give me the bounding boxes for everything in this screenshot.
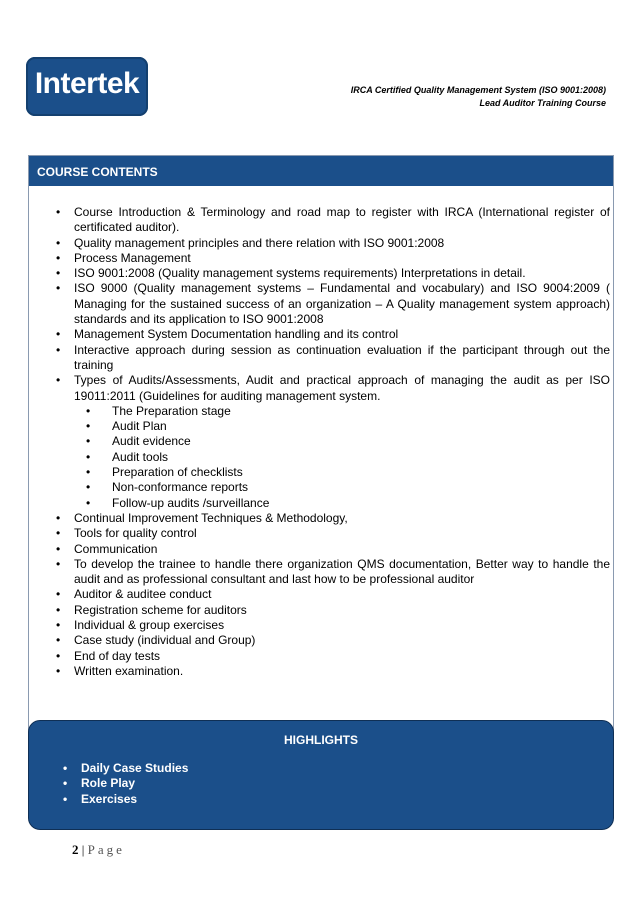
footer-separator: | [81, 842, 85, 857]
sub-list-item: • Audit tools [74, 450, 610, 465]
list-item-audits [46, 373, 610, 511]
highlight-item: • Exercises [63, 792, 188, 807]
list-item: • Communication [46, 542, 610, 557]
list-item: • Quality management principles and there relation with ISO 9001:2008 [46, 236, 610, 251]
highlight-item: • Role Play [63, 776, 188, 791]
list-item: • Interactive approach during session as continuation evaluation if the participant through out the training [46, 343, 610, 374]
sub-list-item: • Audit Plan [74, 419, 610, 434]
list-item: • ISO 9000 (Quality management systems – Fundamental and vocabulary) and ISO 9004:2009 ( Managing for the sustained success of an organization – A Quality management system approach) standards and its application to ISO 9001:2008 [46, 281, 610, 327]
list-item: • Individual & group exercises [46, 618, 610, 633]
list-item: • Tools for quality control [46, 526, 610, 541]
list-item: • Registration scheme for auditors [46, 603, 610, 618]
document-header [351, 84, 606, 110]
sub-list-item: • Preparation of checklists [74, 465, 610, 480]
sub-list-item: • Non-conformance reports [74, 480, 610, 495]
sub-list-item: • Audit evidence [74, 434, 610, 449]
audit-sublist [74, 404, 610, 511]
highlights-panel [28, 720, 614, 830]
course-contents-title: COURSE CONTENTS [37, 165, 158, 179]
header-line-2: Lead Auditor Training Course [479, 98, 606, 108]
list-item: • Continual Improvement Techniques & Methodology, [46, 511, 610, 526]
list-item: • Auditor & auditee conduct [46, 587, 610, 602]
sub-list-item: • Follow-up audits /surveillance [74, 496, 610, 511]
list-item: • End of day tests [46, 649, 610, 664]
list-item: • To develop the trainee to handle there organization QMS documentation, Better way to handle the audit and as professional consultant and last how to be professional auditor [46, 557, 610, 588]
list-item: • Case study (individual and Group) [46, 633, 610, 648]
list-item: • Process Management [46, 251, 610, 266]
list-item: • ISO 9001:2008 (Quality management systems requirements) Interpretations in detail. [46, 266, 610, 281]
logo-text: Intertek [34, 67, 140, 100]
page-footer [72, 842, 125, 858]
page-number: 2 [72, 842, 79, 857]
highlight-item: • Daily Case Studies [63, 761, 188, 776]
list-item: • Management System Documentation handling and its control [46, 327, 610, 342]
list-item: • Course Introduction & Terminology and road map to register with IRCA (International register of certificated auditor). [46, 205, 610, 236]
course-contents-list [46, 205, 610, 679]
header-line-1: IRCA Certified Quality Management System (ISO 9001:2008) [350, 85, 606, 95]
list-item-text: Types of Audits/Assessments, Audit and practical approach of managing the audit as per ISO 19011:2011 (Guidelines for auditing management system. [74, 373, 610, 403]
list-item: • Written examination. [46, 664, 610, 679]
course-contents-header [29, 156, 613, 186]
intertek-logo [26, 57, 148, 116]
highlights-title: HIGHLIGHTS [284, 733, 358, 747]
highlights-list [63, 761, 188, 807]
sub-list-item: • The Preparation stage [74, 404, 610, 419]
page-label: Page [87, 842, 125, 857]
